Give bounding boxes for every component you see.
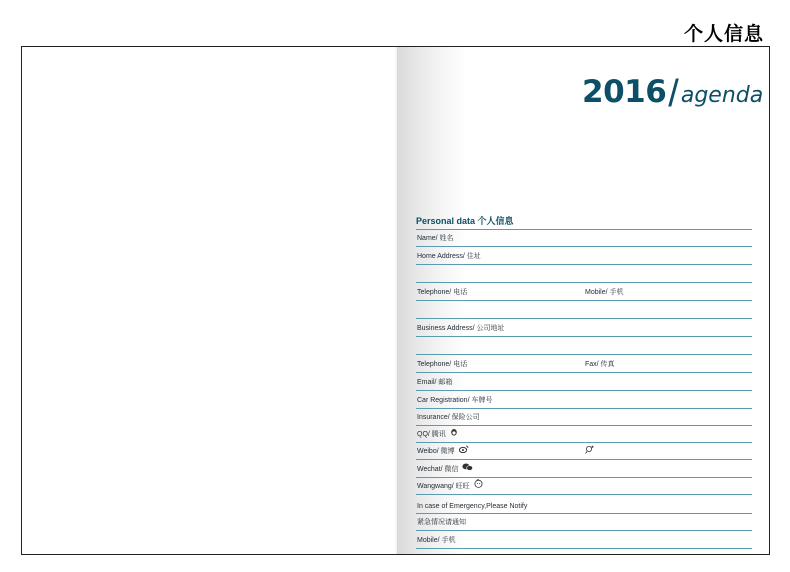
form-row-telephone-fax[interactable] xyxy=(416,355,752,373)
brand-year: 2016 xyxy=(582,74,667,110)
weibo-mascot-icon xyxy=(585,445,595,456)
form-row-weibo[interactable] xyxy=(416,443,752,460)
form-row-insurance[interactable] xyxy=(416,409,752,426)
form-row-business-address[interactable] xyxy=(416,319,752,337)
field-label: Telephone/ 电话 xyxy=(417,289,468,296)
form-row-telephone-mobile[interactable] xyxy=(416,283,752,301)
field-label: 紧急情况请通知 xyxy=(417,519,466,526)
wechat-icon xyxy=(462,463,473,473)
qq-penguin-icon xyxy=(450,428,458,438)
agenda-brand-title xyxy=(582,69,764,115)
field-label: Weibo/ 微博 xyxy=(417,448,455,455)
field-label: Email/ 邮箱 xyxy=(417,379,453,386)
field-label: Business Address/ 公司地址 xyxy=(417,325,505,332)
form-row-home-address[interactable] xyxy=(416,247,752,265)
form-row-emergency-contact[interactable] xyxy=(416,495,752,514)
field-label: Insurance/ 保险公司 xyxy=(417,414,480,421)
weibo-icon xyxy=(459,445,469,455)
brand-word: agenda xyxy=(680,83,764,108)
field-label: In case of Emergency,Please Notify xyxy=(417,503,528,510)
form-heading: Personal data 个人信息 xyxy=(416,213,752,230)
form-row-car-registration[interactable] xyxy=(416,391,752,409)
form-row-name[interactable] xyxy=(416,230,752,247)
personal-data-form xyxy=(416,213,752,549)
form-row-qq[interactable] xyxy=(416,426,752,443)
form-row-home-address-continued[interactable] xyxy=(416,265,752,283)
field-label: Telephone/ 电话 xyxy=(417,361,468,368)
form-row-email[interactable] xyxy=(416,373,752,391)
form-row-emergency-contact-cn[interactable] xyxy=(416,514,752,531)
field-label: QQ/ 腾讯 xyxy=(417,431,446,438)
field-label: Wechat/ 微信 xyxy=(417,466,459,473)
wangwang-icon xyxy=(474,479,483,490)
field-label-secondary: Fax/ 传真 xyxy=(585,361,615,368)
field-label: Mobile/ 手机 xyxy=(417,537,456,544)
form-row-wechat[interactable] xyxy=(416,460,752,478)
field-label: Car Registration/ 车牌号 xyxy=(417,397,493,404)
form-row-wangwang[interactable] xyxy=(416,478,752,495)
agenda-book-spread xyxy=(21,46,770,555)
form-row-business-address-continued[interactable] xyxy=(416,337,752,355)
field-label-secondary: Mobile/ 手机 xyxy=(585,289,624,296)
field-label: Home Address/ 住址 xyxy=(417,253,481,260)
form-row-mobile[interactable] xyxy=(416,531,752,549)
field-label: Name/ 姓名 xyxy=(417,235,454,242)
form-row-blank[interactable] xyxy=(416,301,752,319)
brand-slash: / xyxy=(668,73,679,115)
page-title: 个人信息 xyxy=(683,23,764,45)
field-label: Wangwang/ 旺旺 xyxy=(417,483,470,490)
